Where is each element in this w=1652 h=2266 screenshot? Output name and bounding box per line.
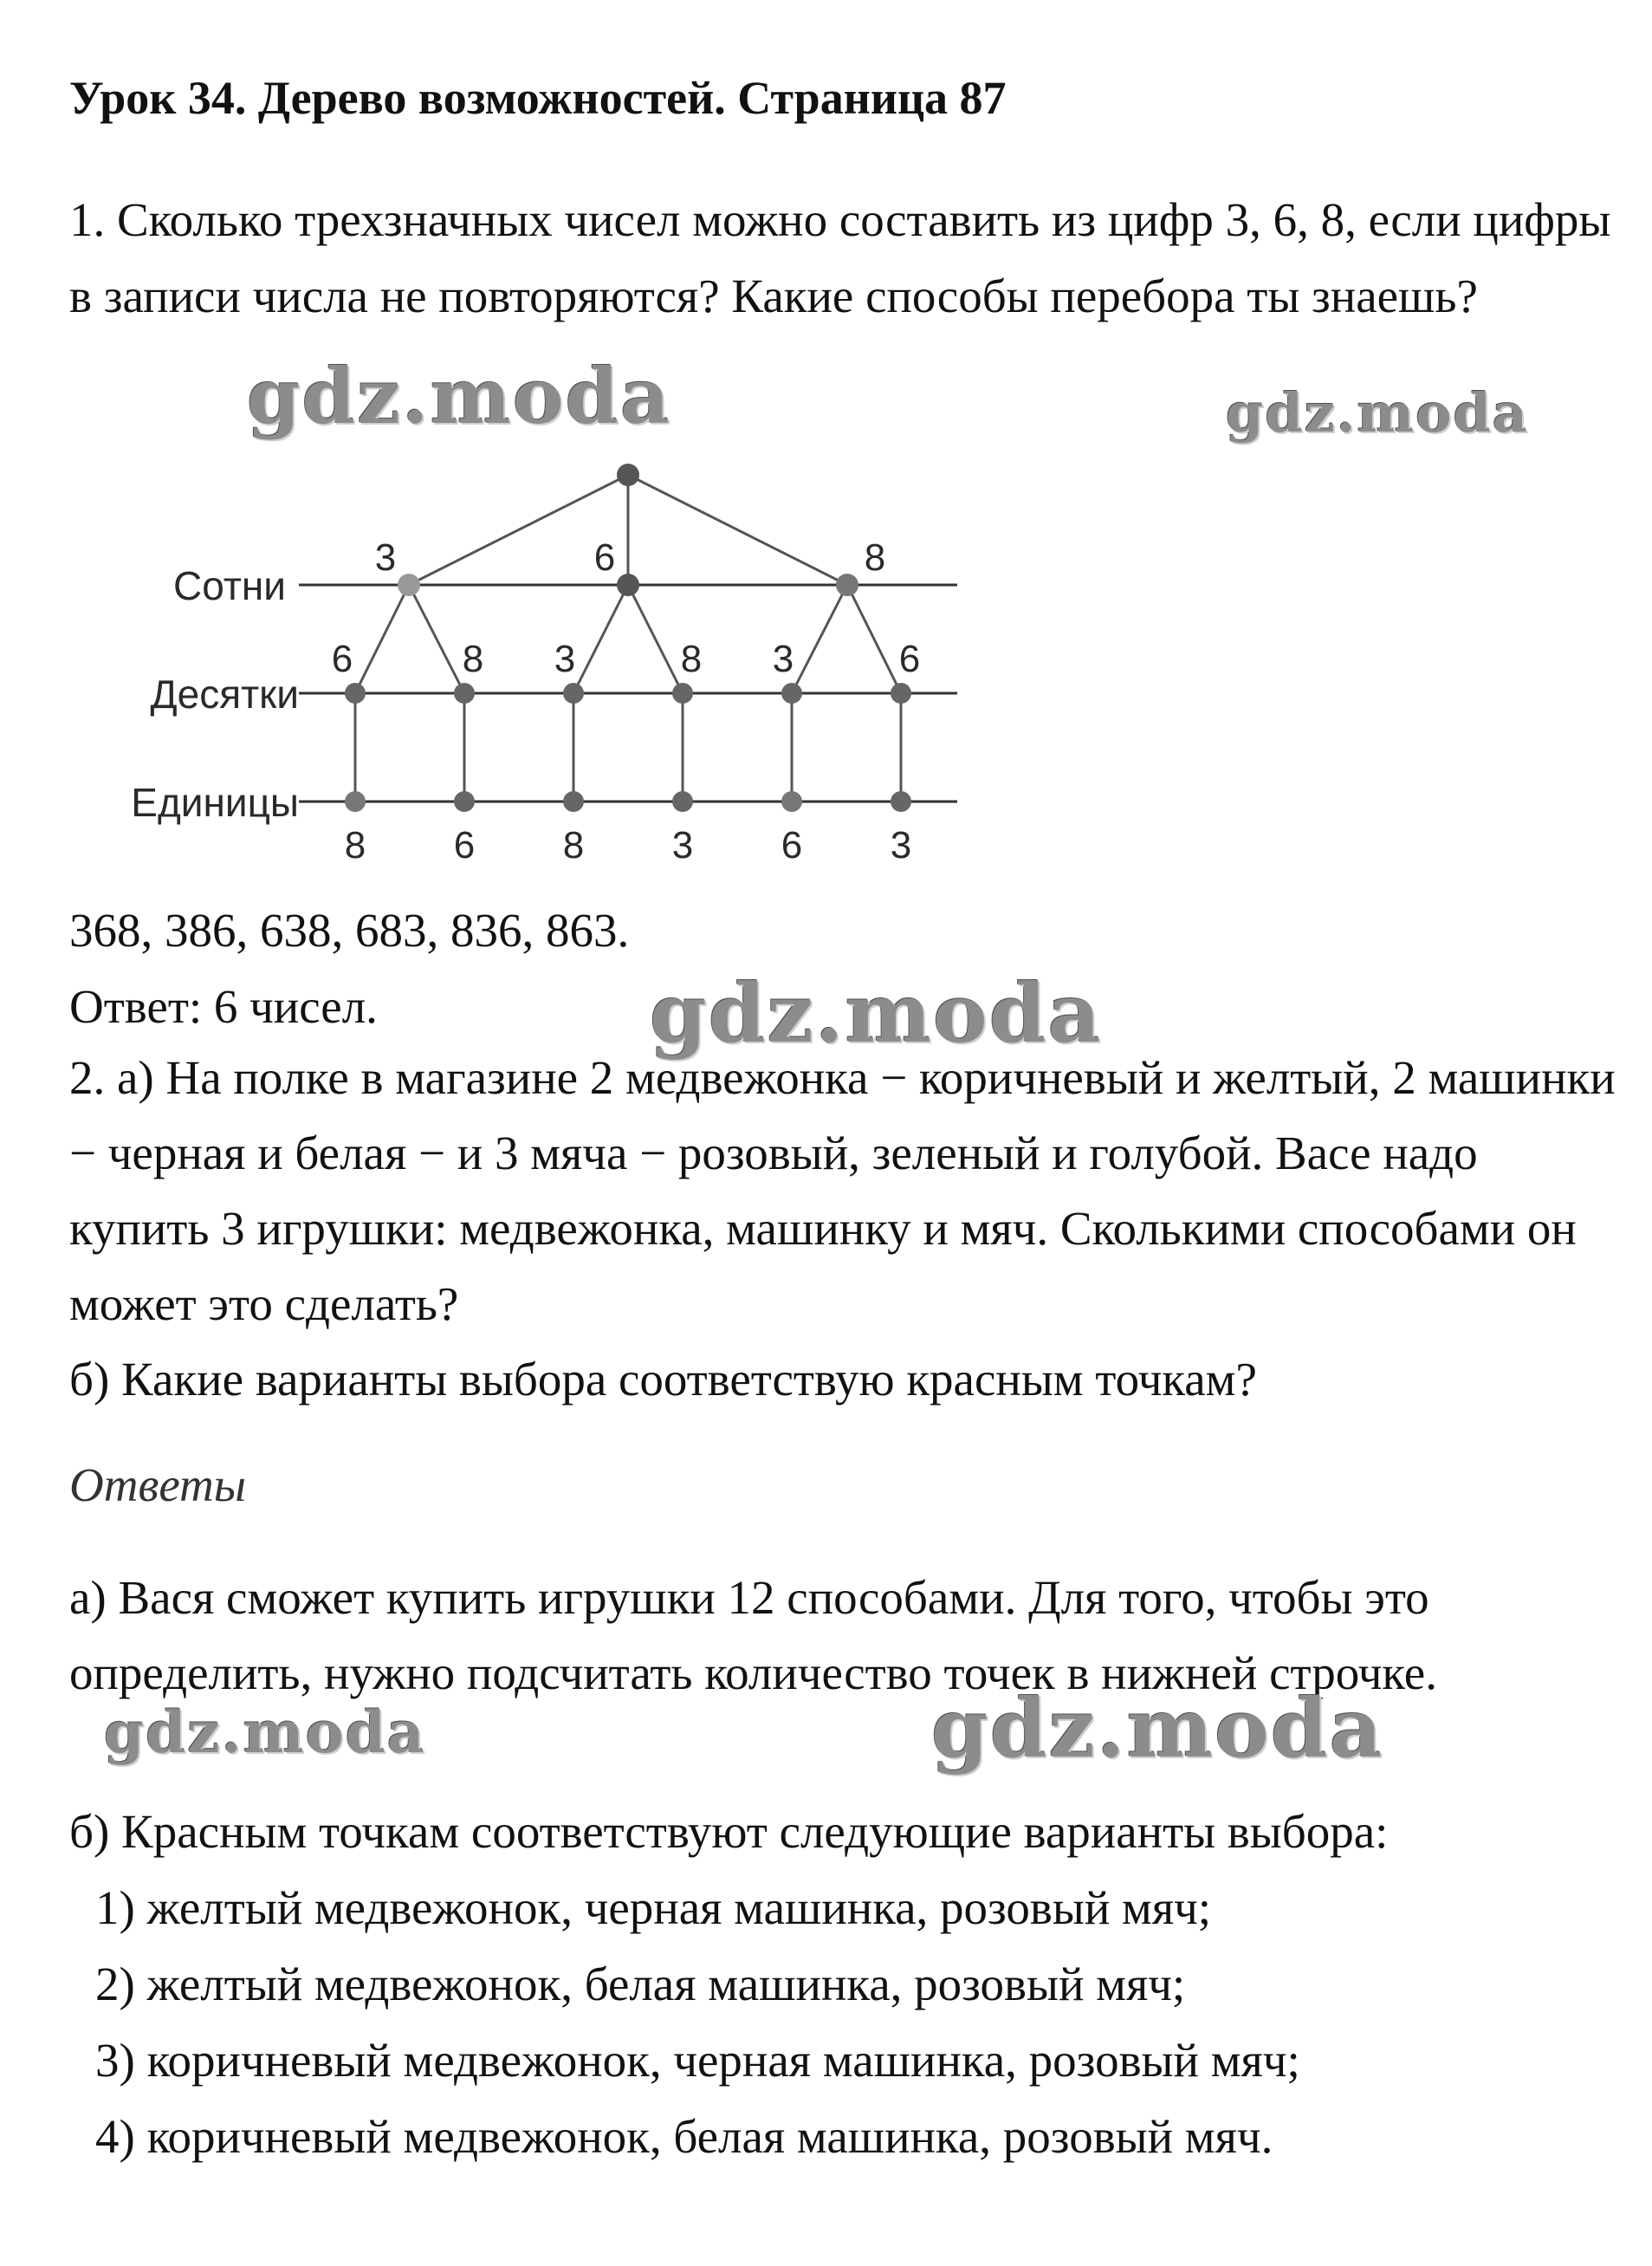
task1-question: 1. Сколько трехзначных чисел можно составить из цифр 3, 6, 8, если цифры в записи числа не повторяются? Какие способы перебора ты знаешь? xyxy=(69,193,1611,322)
digit-units: 6 xyxy=(781,824,803,867)
row-label-tens: Десятки xyxy=(150,672,299,717)
node-hundreds xyxy=(398,574,420,596)
node-tens xyxy=(454,683,475,704)
page-title: Урок 34. Дерево возможностей. Страница 87 xyxy=(69,72,1007,124)
digit-tens: 6 xyxy=(898,638,921,680)
node-tens xyxy=(781,683,802,704)
digit-units: 3 xyxy=(671,824,694,867)
node-tens xyxy=(563,683,584,704)
task1-answer: Ответ: 6 чисел. xyxy=(69,980,378,1033)
node-hundreds xyxy=(836,574,858,596)
node-tens xyxy=(672,683,693,704)
watermark: gdz.moda xyxy=(104,1698,426,1766)
digit-tens: 8 xyxy=(680,638,703,680)
task1-numbers: 368, 386, 638, 683, 836, 863. xyxy=(69,904,630,957)
row-label-units: Единицы xyxy=(131,780,299,825)
watermark: gdz.moda xyxy=(1226,381,1529,445)
answers-heading: Ответы xyxy=(69,1458,246,1511)
node-units xyxy=(563,791,584,812)
node-units xyxy=(454,791,475,812)
task2-question-b: б) Какие варианты выбора соответствую красным точкам? xyxy=(69,1353,1257,1406)
digit-hundreds: 8 xyxy=(864,536,886,579)
node-tens xyxy=(891,683,911,704)
answer-b-item: 1) желтый медвежонок, черная машинка, розовый мяч; xyxy=(95,1881,1212,1934)
task2-question-a: 2. а) На полке в магазине 2 медвежонка − коричневый и желтый, 2 машинки − черная и белая − и 3 мяча − розовый, зеленый и голубой. Васе надо купить 3 игрушки: медвежонка, машинку и мяч. Сколькими способами он может это сделать? xyxy=(69,1051,1616,1330)
watermark: gdz.moda xyxy=(931,1681,1384,1776)
answer-b-item: 4) коричневый медвежонок, белая машинка, розовый мяч. xyxy=(95,2110,1273,2163)
node-units xyxy=(891,791,911,812)
answer-b-item: 2) желтый медвежонок, белая машинка, розовый мяч; xyxy=(95,1958,1186,2010)
digit-units: 8 xyxy=(562,824,585,867)
row-label-hundreds: Сотни xyxy=(173,563,286,608)
digit-hundreds: 6 xyxy=(593,536,616,579)
answer-b-item: 3) коричневый медвежонок, черная машинка, розовый мяч; xyxy=(95,2034,1300,2087)
node-tens xyxy=(345,683,366,704)
node-units xyxy=(672,791,693,812)
digit-units: 6 xyxy=(453,824,476,867)
root-node xyxy=(617,464,639,486)
node-hundreds xyxy=(617,574,639,596)
task2-answer-a: а) Вася сможет купить игрушки 12 способами. Для того, чтобы это определить, нужно подсчитать количество точек в нижней строчке. xyxy=(69,1571,1437,1699)
watermark: gdz.moda xyxy=(247,351,672,441)
digit-tens: 8 xyxy=(462,638,484,680)
digit-units: 8 xyxy=(344,824,366,867)
task2-answer-b-intro: б) Красным точкам соответствуют следующие варианты выбора: xyxy=(69,1805,1389,1858)
digit-tens: 3 xyxy=(772,638,794,680)
digit-units: 3 xyxy=(890,824,912,867)
node-units xyxy=(345,791,366,812)
digit-hundreds: 3 xyxy=(374,536,397,579)
digit-tens: 3 xyxy=(554,638,576,680)
watermark: gdz.moda xyxy=(650,966,1103,1062)
node-units xyxy=(781,791,802,812)
digit-tens: 6 xyxy=(331,638,353,680)
